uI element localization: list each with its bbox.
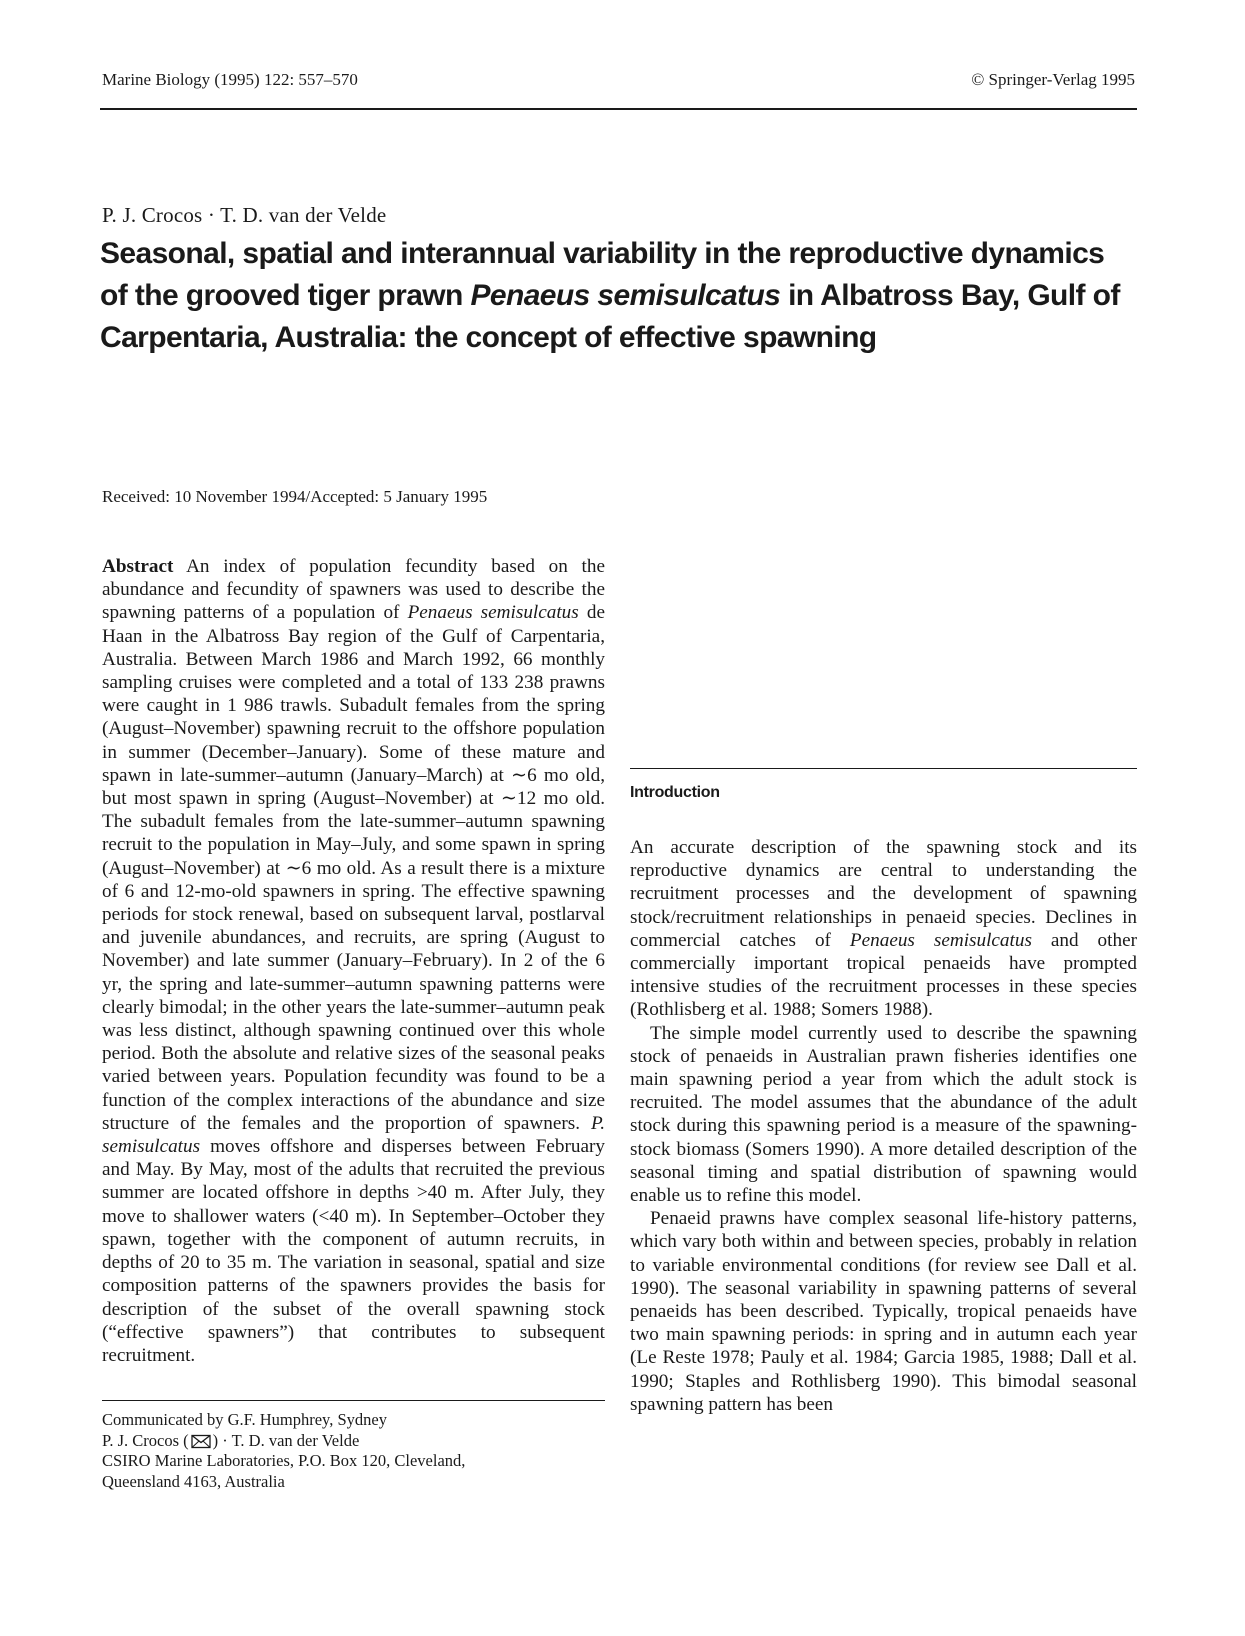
footnotes — [102, 1410, 605, 1492]
section-rule — [630, 768, 1137, 769]
article-title — [100, 233, 1140, 359]
envelope-icon — [191, 1434, 211, 1449]
journal-citation: Marine Biology (1995) 122: 557–570 — [102, 70, 358, 89]
intro-paragraph-1: An accurate description of the spawning stock and its reproductive dynamics are central to understanding the recruitment processes and the development of spawning stock/recruitment relationships in penaeid species. Declines in commercial catches of Penaeus semisulcatus and other commercially important tropical penaeids have prompted intensive studies of the recruitment processes in these species (Rothlisberg et al. 1988; Somers 1988). — [630, 837, 1137, 1021]
species-name: P. semisulcatus — [102, 1112, 605, 1158]
address-line-1: CSIRO Marine Laboratories, P.O. Box 120, Cleveland, — [102, 1451, 466, 1470]
species-name: Penaeus semisulcatus — [849, 929, 1032, 951]
address-line-2: Queensland 4163, Australia — [102, 1471, 285, 1491]
author-line: P. J. Crocos · T. D. van der Velde — [102, 203, 387, 227]
intro-paragraph-2: The simple model currently used to describe the spawning stock of penaeids in Australian prawn fisheries identifies one main spawning period a year from which the adult stock is recruited. The model assumes that the abundance of the adult stock during this spawning period is a measure of the spawning-stock biomass (Somers 1990). A more detailed description of the seasonal timing and spatial distribution of spawning would enable us to refine this model. — [630, 1022, 1137, 1207]
header-rule — [100, 108, 1137, 110]
abstract-column-left — [102, 555, 605, 1367]
communicated-by: Communicated by G.F. Humphrey, Sydney — [102, 1410, 387, 1429]
title-species-name: Penaeus semisulcatus — [470, 279, 781, 312]
copyright-notice: © Springer-Verlag 1995 — [971, 70, 1135, 89]
section-heading-introduction: Introduction — [630, 784, 720, 801]
intro-paragraph-3: Penaeid prawns have complex seasonal life-history patterns, which vary both within and between species, probably in relation to variable environmental conditions (for review see Dall et al. 1990). The seasonal variability in spawning patterns of several penaeids has been described. Typically, tropical penaeids have two main spawning periods: in spring and in autumn each year (Le Reste 1978; Pauly et al. 1984; Garcia 1985, 1988; Dall et al. 1990; Staples and Rothlisberg 1990). This bimodal seasonal spawning pattern has been — [630, 1208, 1137, 1415]
footnote-rule — [102, 1400, 605, 1401]
received-dates: Received: 10 November 1994/Accepted: 5 January 1995 — [102, 487, 488, 506]
title-line-3: Carpentaria, Australia: the concept of effective spawning — [100, 321, 877, 354]
introduction-body — [630, 836, 1137, 1416]
author-contact: P. J. Crocos ( ) · T. D. van der Velde — [102, 1430, 360, 1450]
species-name: Penaeus semisulcatus — [407, 602, 579, 624]
title-line-2: of the grooved tiger prawn Penaeus semisulcatus in Albatross Bay, Gulf of — [100, 279, 1120, 312]
title-line-1: Seasonal, spatial and interannual variability in the reproductive dynamics — [100, 237, 1105, 270]
abstract-label: Abstract — [102, 556, 174, 577]
abstract-paragraph: Abstract An index of population fecundity based on the abundance and fecundity of spawners was used to describe the spawning patterns of a population of Penaeus semisulcatus de Haan in the Albatross Bay region of the Gulf of Carpentaria, Australia. Between March 1986 and March 1992, 66 monthly sampling cruises were completed and a total of 133 238 prawns were caught in 1 986 trawls. Subadult females from the spring (August–November) spawning recruit to the offshore population in summer (December–January). Some of these mature and spawn in late-summer–autumn (January–March) at ∼6 mo old, but most spawn in spring (August–November) at ∼12 mo old. The subadult females from the late-summer–autumn spawning recruit to the population in May–July, and some spawn in spring (August–November) at ∼6 mo old. As a result there is a mixture of 6 and 12-mo-old spawners in spring. The effective spawning periods for stock renewal, based on subsequent larval, postlarval and juvenile abundances, and recruits, are spring (August to November) and late summer (January–February). In 2 of the 6 yr, the spring and late-summer–autumn spawning patterns were clearly bimodal; in the other years the late-summer–autumn peak was less distinct, although spawning continued over this whole period. Both the absolute and relative sizes of the seasonal peaks varied between years. Population fecundity was found to be a function of the complex interactions of the abundance and size structure of the females and the proportion of spawners. P. semisulcatus moves offshore and disperses between February and May. By May, most of the adults that recruited the previous summer are located offshore in depths >40 m. After July, they move to shallower waters (<40 m). In September–October they spawn, together with the component of autumn recruits, in depths of 20 to 35 m. The variation in seasonal, spatial and size composition patterns of the spawners provides the basis for description of the subset of the overall spawning stock (“effective spawners”) that contributes to subsequent recruitment. — [102, 556, 605, 1366]
running-head — [102, 70, 1135, 94]
